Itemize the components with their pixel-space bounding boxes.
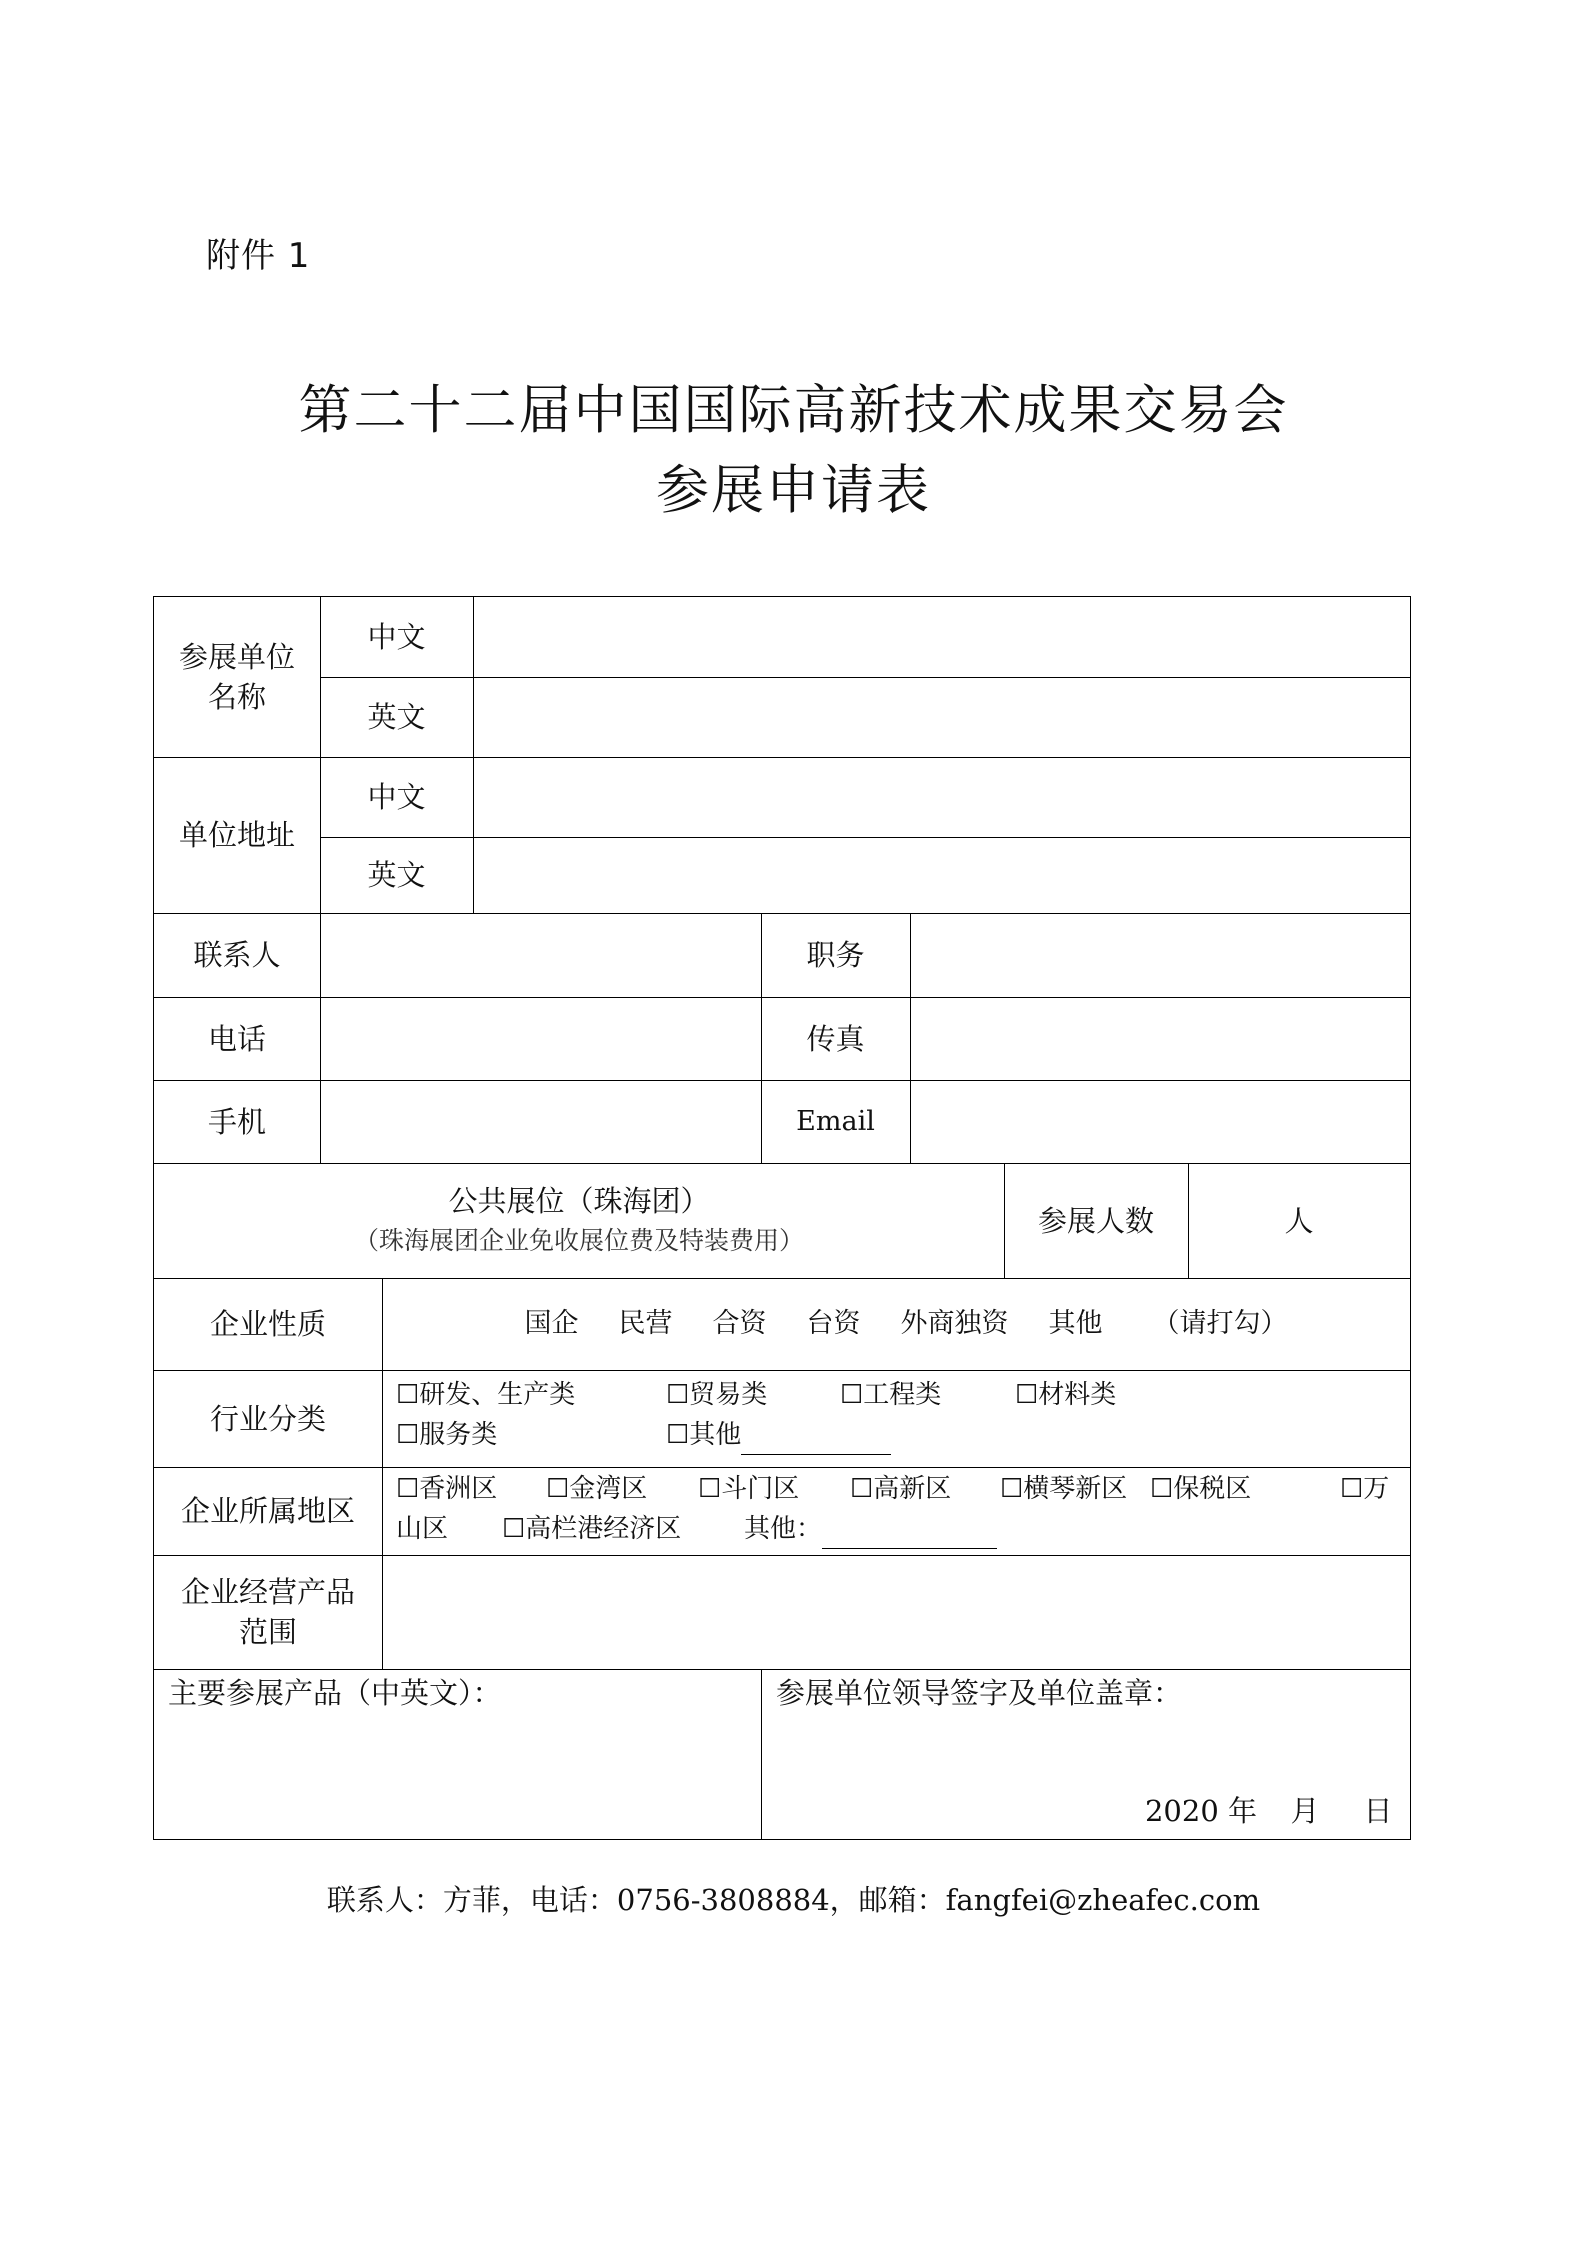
region-wanshan-continued: 山区	[396, 1514, 449, 1544]
nature-option-other[interactable]: 其他	[1048, 1308, 1103, 1339]
attendees-unit: 人	[1284, 1203, 1314, 1238]
position-field[interactable]	[910, 913, 1410, 997]
fax-label: 传真	[806, 1021, 865, 1056]
region-option-gaolan[interactable]: ☐高栏港经济区	[502, 1514, 682, 1544]
date-month: 月	[1290, 1794, 1320, 1828]
attendees-label: 参展人数	[1037, 1203, 1154, 1238]
footer-contact-text: 联系人：方菲，电话：0756-3808884，邮箱：fangfei@zheafec.com	[326, 1883, 1261, 1917]
mobile-label: 手机	[207, 1104, 266, 1139]
industry-other-label: ☐其他	[666, 1420, 742, 1450]
region-option-doumen[interactable]: ☐斗门区	[698, 1474, 800, 1504]
public-booth-note: （珠海展团企业免收展位费及特装费用）	[353, 1225, 804, 1255]
signature-label: 参展单位领导签字及单位盖章：	[776, 1676, 1183, 1710]
region-other-blank[interactable]	[822, 1520, 997, 1549]
fax-field[interactable]	[910, 997, 1410, 1080]
org-name-chinese-field[interactable]	[473, 597, 1410, 677]
contact-label: 联系人	[193, 938, 281, 972]
region-option-baoshui[interactable]: ☐保税区	[1150, 1474, 1252, 1504]
position-label: 职务	[806, 938, 865, 972]
nature-option-foreign[interactable]: 外商独资	[900, 1308, 1009, 1339]
nature-hint: （请打勾）	[1152, 1308, 1288, 1339]
date-year: 2020 年	[1144, 1794, 1258, 1828]
industry-option-other[interactable]	[666, 1415, 891, 1455]
nature-label: 企业性质	[209, 1307, 326, 1341]
mobile-field[interactable]	[320, 1080, 761, 1163]
org-name-label: 参展单位 名称	[178, 640, 295, 714]
address-english-field[interactable]	[473, 837, 1410, 913]
date-day: 日	[1363, 1794, 1393, 1828]
org-address-label: 单位地址	[178, 818, 295, 852]
industry-option-trade[interactable]: ☐贸易类	[666, 1380, 768, 1410]
contact-field[interactable]	[320, 913, 761, 997]
region-option-jinwan[interactable]: ☐金湾区	[546, 1474, 648, 1504]
main-products-field[interactable]	[154, 1717, 761, 1839]
region-other-label: 其他：	[744, 1514, 823, 1544]
org-name-english-label: 英文	[367, 700, 426, 734]
attendees-field[interactable]	[1188, 1163, 1410, 1278]
nature-option-private[interactable]: 民营	[618, 1308, 673, 1339]
phone-label: 电话	[207, 1021, 266, 1056]
product-scope-label: 企业经营产品 范围	[180, 1575, 355, 1649]
product-scope-field[interactable]	[382, 1555, 1410, 1669]
signature-area[interactable]	[761, 1717, 1410, 1787]
region-option-wanshan[interactable]: ☐万	[1340, 1474, 1390, 1504]
application-form	[153, 596, 1411, 1840]
org-name-chinese-label: 中文	[367, 620, 426, 654]
public-booth-title: 公共展位（珠海团）	[448, 1183, 710, 1218]
attachment-label: 附件 1	[206, 236, 311, 276]
industry-option-engineering[interactable]: ☐工程类	[840, 1380, 942, 1410]
industry-other-blank[interactable]	[741, 1426, 891, 1455]
email-field[interactable]	[910, 1080, 1410, 1163]
address-english-label: 英文	[367, 858, 426, 892]
industry-option-rd[interactable]: ☐研发、生产类	[396, 1380, 576, 1410]
industry-option-service[interactable]: ☐服务类	[396, 1420, 498, 1450]
address-chinese-field[interactable]	[473, 757, 1410, 837]
email-label: Email	[796, 1105, 875, 1137]
nature-option-state[interactable]: 国企	[524, 1308, 579, 1339]
nature-option-taiwan[interactable]: 台资	[806, 1308, 861, 1339]
region-option-other[interactable]	[744, 1509, 997, 1549]
footer-contact	[0, 1878, 1587, 1919]
nature-options	[382, 1278, 1410, 1370]
region-label: 企业所属地区	[180, 1494, 355, 1528]
page-subtitle: 参展申请表	[656, 460, 931, 521]
org-name-english-field[interactable]	[473, 677, 1410, 757]
page-title: 第二十二届中国国际高新技术成果交易会	[298, 380, 1289, 441]
phone-field[interactable]	[320, 997, 761, 1080]
industry-label: 行业分类	[209, 1401, 326, 1436]
main-products-label: 主要参展产品（中英文）：	[168, 1676, 502, 1710]
industry-option-material[interactable]: ☐材料类	[1015, 1380, 1117, 1410]
region-option-xiangzhou[interactable]: ☐香洲区	[396, 1474, 498, 1504]
address-chinese-label: 中文	[367, 780, 426, 814]
region-option-gaoxin[interactable]: ☐高新区	[850, 1474, 952, 1504]
nature-option-joint[interactable]: 合资	[712, 1308, 767, 1339]
region-option-hengqin[interactable]: ☐横琴新区	[1000, 1474, 1128, 1504]
public-booth-cell	[154, 1163, 1004, 1278]
